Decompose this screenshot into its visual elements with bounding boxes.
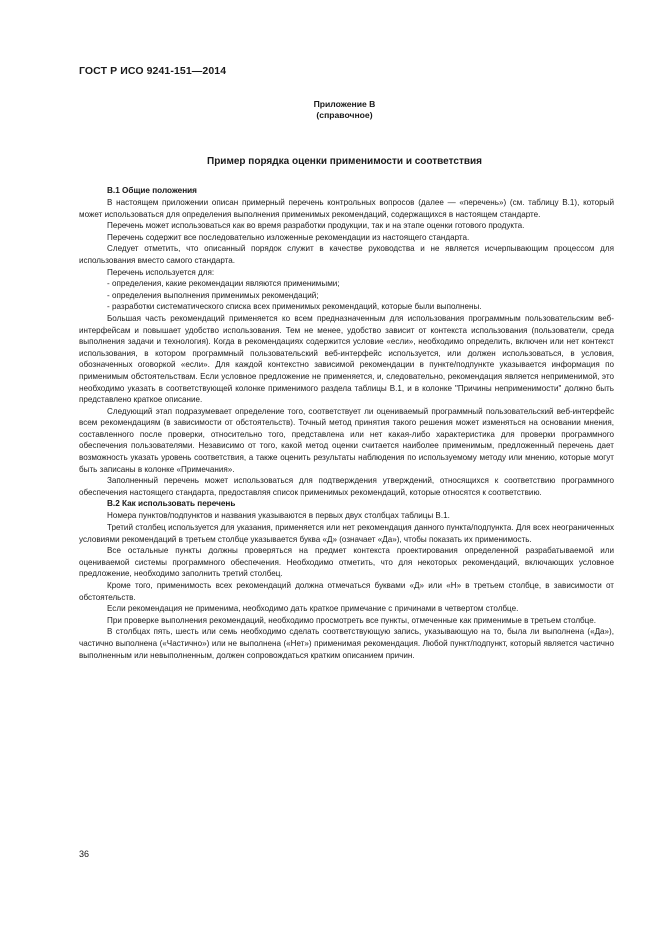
paragraph: Если рекомендация не применима, необходимо дать краткое примечание с причинами в четвертом столбце. (107, 604, 519, 614)
paragraph: Третий столбец используется для указания, применяется или нет рекомендация данного пункта/подпункта. Для всех неограниченных условиями рекомендаций в третьем столбце указывается буква «Д» (означает «Да»), чтобы показать их применимость. (79, 523, 614, 544)
paragraph: Перечень используется для: (107, 267, 215, 277)
standard-header: ГОСТ Р ИСО 9241-151—2014 (79, 65, 227, 77)
paragraph: Номера пунктов/подпунктов и названия указываются в первых двух столбцах таблицы В.1. (107, 511, 450, 521)
paragraph: В настоящем приложении описан примерный перечень контрольных вопросов (далее — «перечень») (см. таблицу В.1), который может использоваться для определения выполнения применимых рекомендаций, содержащихся в настоящем стандарте. (79, 198, 614, 219)
paragraph: Заполненный перечень может использоваться для подтверждения утверждений, относящихся к соответствию программного обеспечения настоящего стандарта, предоставляя список применимых рекомендаций, которые относятся к соответствию. (79, 476, 614, 497)
section-heading-b2: В.2 Как использовать перечень (107, 499, 236, 509)
list-item: - определения, какие рекомендации являются применимыми; (107, 279, 340, 289)
appendix-type: (справочное) (316, 110, 373, 120)
list-item: - разработки систематического списка всех применимых рекомендаций, которые были выполнены. (107, 302, 482, 312)
paragraph: Все остальные пункты должны проверяться на предмет контекста проектирования определенной разрабатываемой или оцениваемой системы программного обеспечения. Необходимо отметить, что для некоторых рекомендаций, включающих условное предложение, необходимо заполнить третий столбец. (79, 546, 614, 579)
list-item: - определения выполнения применимых рекомендаций; (107, 290, 319, 300)
paragraph: Следующий этап подразумевает определение того, соответствует ли оцениваемый программный пользовательский веб-интерфейс всем рекомендациям (в зависимости от обстоятельств). Точный метод принятия такого решения может изменяться на основании мнения, составленного после проверки, относительно того, представлена или нет какая-либо характеристика для проверки программного обеспечения пользователями. Независимо от того, какой метод оценки считается наиболее применимым, предложенный перечень дает возможность указать уровень соответствия, а также оценить результаты наблюдения по используемому методу или мнению, которые могут быть записаны в колонке «Примечания». (79, 406, 614, 474)
paragraph: При проверке выполнения рекомендаций, необходимо просмотреть все пункты, отмеченные как применимые в третьем столбце. (107, 615, 596, 625)
paragraph: Кроме того, применимость всех рекомендаций должна отмечаться буквами «Д» или «Н» в третьем столбце, в зависимости от обстоятельств. (79, 581, 614, 602)
paragraph: Перечень содержит все последовательно изложенные рекомендации из настоящего стандарта. (107, 232, 470, 242)
page-number: 36 (79, 849, 90, 859)
paragraph: Большая часть рекомендаций применяется ко всем предназначенным для использования программным пользовательским веб-интерфейсам и повышает удобство использования. Тем не менее, удобство зависит от контекста использования (пользователи, среда выполнения задачи и технология). Когда в рекомендациях содержится условие «если», необходимо определить, включен или нет контекст использования, в котором программный пользовательский веб-интерфейс используется, или должен использоваться, в условия, обозначенных оговоркой «если». Для каждой контекстно зависимой рекомендации в пункте/подпункте указывается информация по применимым обстоятельствам. Если условное предложение не применяется, и, следовательно, рекомендация является неприменимой, это необходимо указать в соответствующей колонке применимого раздела таблицы В.1, и в колонке "Причины неприменимости" должно быть представлено краткое описание. (79, 313, 614, 405)
paragraph: Перечень может использоваться как во время разработки продукции, так и на этапе оценки готового продукта. (107, 221, 525, 231)
body-text (79, 185, 614, 661)
paragraph: Следует отметить, что описанный порядок служит в качестве руководства и не является исчерпывающим процессом для использования вместо самого стандарта. (79, 244, 614, 265)
paragraph: В столбцах пять, шесть или семь необходимо сделать соответствующую запись, указывающую на то, была ли выполнена («Да»), частично выполнена («Частично») или не выполнена («Нет») применимая рекомендация. Любой пункт/подпункт, который является частично выполненным или невыполненным, должен сопровождаться кратким описанием причин. (79, 627, 614, 660)
appendix-label: Приложение В (313, 99, 376, 109)
appendix-heading (0, 99, 661, 121)
section-heading-b1: В.1 Общие положения (107, 186, 197, 195)
appendix-title: Пример порядка оценки применимости и соответствия (207, 156, 482, 167)
